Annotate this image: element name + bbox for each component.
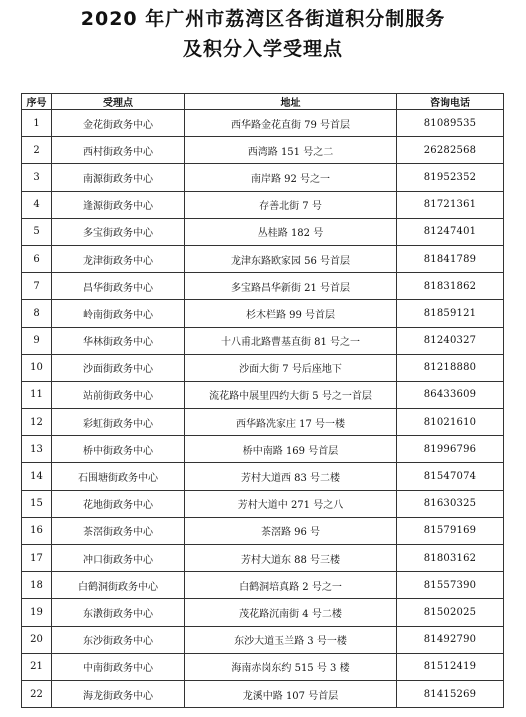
table-row: [22, 245, 504, 272]
header-phone: 咨询电话: [397, 94, 504, 110]
address-cell: 茂花路沉南街 4 号二楼: [185, 599, 397, 626]
header-address: 地址: [185, 94, 397, 110]
serial-number-cell: 21: [22, 653, 52, 680]
serial-number-cell: 10: [22, 354, 52, 381]
phone-cell: 81803162: [397, 545, 504, 572]
table-row: [22, 164, 504, 191]
phone-cell: 81502025: [397, 599, 504, 626]
phone-cell: 81721361: [397, 191, 504, 218]
table-header-row: [22, 94, 504, 110]
phone-cell: 81547074: [397, 463, 504, 490]
serial-number-cell: 13: [22, 436, 52, 463]
address-cell: 杉木栏路 99 号首层: [185, 300, 397, 327]
serial-number-cell: 18: [22, 572, 52, 599]
serial-number-cell: 1: [22, 110, 52, 137]
phone-cell: 81859121: [397, 300, 504, 327]
address-cell: 龙溪中路 107 号首层: [185, 680, 397, 707]
service-point-cell: 岭南街政务中心: [52, 300, 185, 327]
serial-number-cell: 5: [22, 218, 52, 245]
serial-number-cell: 20: [22, 626, 52, 653]
service-point-cell: 东沙街政务中心: [52, 626, 185, 653]
service-point-cell: 龙津街政务中心: [52, 245, 185, 272]
service-point-cell: 花地街政务中心: [52, 490, 185, 517]
serial-number-cell: 6: [22, 245, 52, 272]
service-point-cell: 冲口街政务中心: [52, 545, 185, 572]
service-points-table: [21, 93, 504, 708]
header-serial-number: 序号: [22, 94, 52, 110]
service-point-cell: 彩虹街政务中心: [52, 409, 185, 436]
table-row: [22, 327, 504, 354]
address-cell: 龙津东路欧家园 56 号首层: [185, 245, 397, 272]
table-row: [22, 137, 504, 164]
table-row: [22, 273, 504, 300]
phone-cell: 81952352: [397, 164, 504, 191]
phone-cell: 81557390: [397, 572, 504, 599]
phone-cell: 81415269: [397, 680, 504, 707]
table-row: [22, 626, 504, 653]
serial-number-cell: 16: [22, 517, 52, 544]
service-point-cell: 金花街政务中心: [52, 110, 185, 137]
phone-cell: 81831862: [397, 273, 504, 300]
serial-number-cell: 7: [22, 273, 52, 300]
serial-number-cell: 11: [22, 381, 52, 408]
phone-cell: 81247401: [397, 218, 504, 245]
serial-number-cell: 14: [22, 463, 52, 490]
address-cell: 海南赤岗东约 515 号 3 楼: [185, 653, 397, 680]
address-cell: 沙面大街 7 号后座地下: [185, 354, 397, 381]
service-point-cell: 西村街政务中心: [52, 137, 185, 164]
address-cell: 流花路中展里四约大街 5 号之一首层: [185, 381, 397, 408]
phone-cell: 81512419: [397, 653, 504, 680]
phone-cell: 81021610: [397, 409, 504, 436]
table-row: [22, 490, 504, 517]
header-service-point: 受理点: [52, 94, 185, 110]
serial-number-cell: 8: [22, 300, 52, 327]
table-row: [22, 300, 504, 327]
table-row: [22, 191, 504, 218]
table-row: [22, 436, 504, 463]
address-cell: 东沙大道玉兰路 3 号一楼: [185, 626, 397, 653]
address-cell: 芳村大道中 271 号之八: [185, 490, 397, 517]
serial-number-cell: 22: [22, 680, 52, 707]
service-point-cell: 海龙街政务中心: [52, 680, 185, 707]
serial-number-cell: 2: [22, 137, 52, 164]
table-row: [22, 653, 504, 680]
serial-number-cell: 19: [22, 599, 52, 626]
address-cell: 桥中南路 169 号首层: [185, 436, 397, 463]
service-point-cell: 东漖街政务中心: [52, 599, 185, 626]
table-row: [22, 463, 504, 490]
table-row: [22, 680, 504, 707]
service-point-cell: 站前街政务中心: [52, 381, 185, 408]
serial-number-cell: 12: [22, 409, 52, 436]
phone-cell: 81630325: [397, 490, 504, 517]
address-cell: 茶滘路 96 号: [185, 517, 397, 544]
serial-number-cell: 17: [22, 545, 52, 572]
table-row: [22, 110, 504, 137]
service-point-cell: 沙面街政务中心: [52, 354, 185, 381]
address-cell: 西湾路 151 号之二: [185, 137, 397, 164]
phone-cell: 81240327: [397, 327, 504, 354]
service-point-cell: 石围塘街政务中心: [52, 463, 185, 490]
table-row: [22, 381, 504, 408]
service-point-cell: 桥中街政务中心: [52, 436, 185, 463]
phone-cell: 81089535: [397, 110, 504, 137]
phone-cell: 81492790: [397, 626, 504, 653]
address-cell: 南岸路 92 号之一: [185, 164, 397, 191]
phone-cell: 81996796: [397, 436, 504, 463]
phone-cell: 81579169: [397, 517, 504, 544]
address-cell: 白鹤洞培真路 2 号之一: [185, 572, 397, 599]
phone-cell: 81841789: [397, 245, 504, 272]
serial-number-cell: 4: [22, 191, 52, 218]
service-point-cell: 多宝街政务中心: [52, 218, 185, 245]
document-title-line-1: 2020 年广州市荔湾区各街道积分制服务: [80, 8, 446, 30]
phone-cell: 81218880: [397, 354, 504, 381]
address-cell: 十八甫北路曹基直街 81 号之一: [185, 327, 397, 354]
table-row: [22, 218, 504, 245]
service-point-cell: 华林街政务中心: [52, 327, 185, 354]
table-row: [22, 354, 504, 381]
service-point-cell: 昌华街政务中心: [52, 273, 185, 300]
serial-number-cell: 15: [22, 490, 52, 517]
address-cell: 存善北街 7 号: [185, 191, 397, 218]
serial-number-cell: 9: [22, 327, 52, 354]
document-title-line-2: 及积分入学受理点: [182, 38, 343, 60]
address-cell: 芳村大道西 83 号二楼: [185, 463, 397, 490]
service-point-cell: 中南街政务中心: [52, 653, 185, 680]
service-point-cell: 茶滘街政务中心: [52, 517, 185, 544]
table-row: [22, 409, 504, 436]
address-cell: 西华路金花直街 79 号首层: [185, 110, 397, 137]
address-cell: 多宝路昌华新街 21 号首层: [185, 273, 397, 300]
address-cell: 芳村大道东 88 号三楼: [185, 545, 397, 572]
service-point-cell: 白鹤洞街政务中心: [52, 572, 185, 599]
address-cell: 西华路冼家庄 17 号一楼: [185, 409, 397, 436]
service-point-cell: 逢源街政务中心: [52, 191, 185, 218]
serial-number-cell: 3: [22, 164, 52, 191]
table-row: [22, 517, 504, 544]
phone-cell: 26282568: [397, 137, 504, 164]
table-row: [22, 545, 504, 572]
table-row: [22, 599, 504, 626]
phone-cell: 86433609: [397, 381, 504, 408]
table-row: [22, 572, 504, 599]
address-cell: 丛桂路 182 号: [185, 218, 397, 245]
service-point-cell: 南源街政务中心: [52, 164, 185, 191]
